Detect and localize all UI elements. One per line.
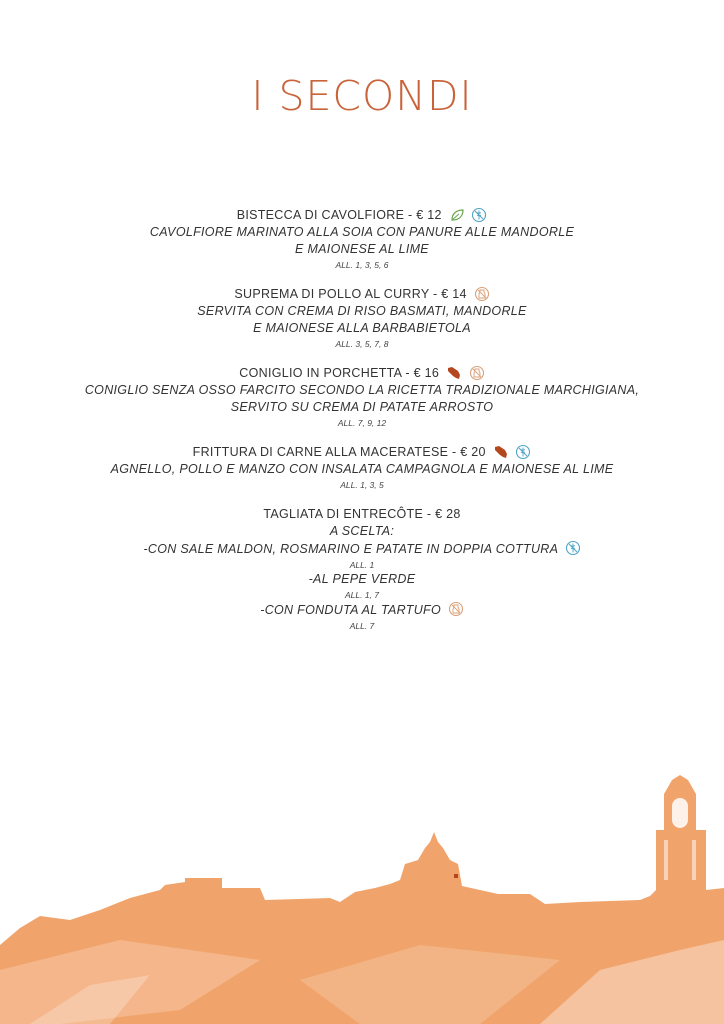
dish-description: SERVITO SU CREMA DI PATATE ARROSTO <box>230 400 494 414</box>
dish-description: E MAIONESE ALLA BARBABIETOLA <box>253 321 471 335</box>
dish-item <box>0 505 724 632</box>
dish-name: CONIGLIO IN PORCHETTA - € 16 <box>239 366 440 380</box>
dish-description: E MAIONESE AL LIME <box>295 242 429 256</box>
dish-option <box>0 540 724 558</box>
allergens-note: ALL. 1, 3, 5 <box>340 480 384 490</box>
dish-description: SERVITA CON CREMA DI RISO BASMATI, MANDORLE <box>197 304 527 318</box>
marche-region-icon <box>493 444 509 460</box>
dish-option <box>0 571 724 588</box>
dish-intro: A SCELTA: <box>329 524 395 538</box>
gluten-free-icon <box>565 540 581 556</box>
lactose-free-icon <box>469 365 485 381</box>
dish-option <box>0 601 724 619</box>
dish-description: AGNELLO, POLLO E MANZO CON INSALATA CAMPAGNOLA E MAIONESE AL LIME <box>110 462 614 476</box>
gluten-free-icon <box>515 444 531 460</box>
allergens-note: ALL. 7, 9, 12 <box>337 418 387 428</box>
menu-list <box>0 206 724 646</box>
option-label: -CON SALE MALDON, ROSMARINO E PATATE IN DOPPIA COTTURA <box>143 542 558 556</box>
dish-name: FRITTURA DI CARNE ALLA MACERATESE - € 20 <box>192 445 486 459</box>
marche-region-icon <box>446 365 462 381</box>
vegan-leaf-icon <box>449 207 465 223</box>
dish-name: SUPREMA DI POLLO AL CURRY - € 14 <box>234 287 467 301</box>
allergens-note: ALL. 3, 5, 7, 8 <box>335 339 389 349</box>
dish-item <box>0 285 724 350</box>
dish-item <box>0 443 724 491</box>
allergens-note: ALL. 1 <box>349 560 375 570</box>
dish-description: CONIGLIO SENZA OSSO FARCITO SECONDO LA RICETTA TRADIZIONALE MARCHIGIANA, <box>84 383 640 397</box>
allergens-note: ALL. 7 <box>349 621 375 631</box>
page-title: I SECONDI <box>251 72 473 120</box>
option-label: -CON FONDUTA AL TARTUFO <box>260 603 441 617</box>
dish-item <box>0 206 724 271</box>
allergens-note: ALL. 1, 7 <box>344 590 380 600</box>
option-label: -AL PEPE VERDE <box>308 572 416 586</box>
dish-description: CAVOLFIORE MARINATO ALLA SOIA CON PANURE ALLE MANDORLE <box>149 225 575 239</box>
gluten-free-icon <box>471 207 487 223</box>
lactose-free-icon <box>448 601 464 617</box>
dish-name: BISTECCA DI CAVOLFIORE - € 12 <box>236 208 442 222</box>
allergens-note: ALL. 1, 3, 5, 6 <box>335 260 389 270</box>
dish-name: TAGLIATA DI ENTRECÔTE - € 28 <box>263 507 461 521</box>
dish-item <box>0 364 724 429</box>
town-skyline-illustration <box>0 770 724 1024</box>
lactose-free-icon <box>474 286 490 302</box>
